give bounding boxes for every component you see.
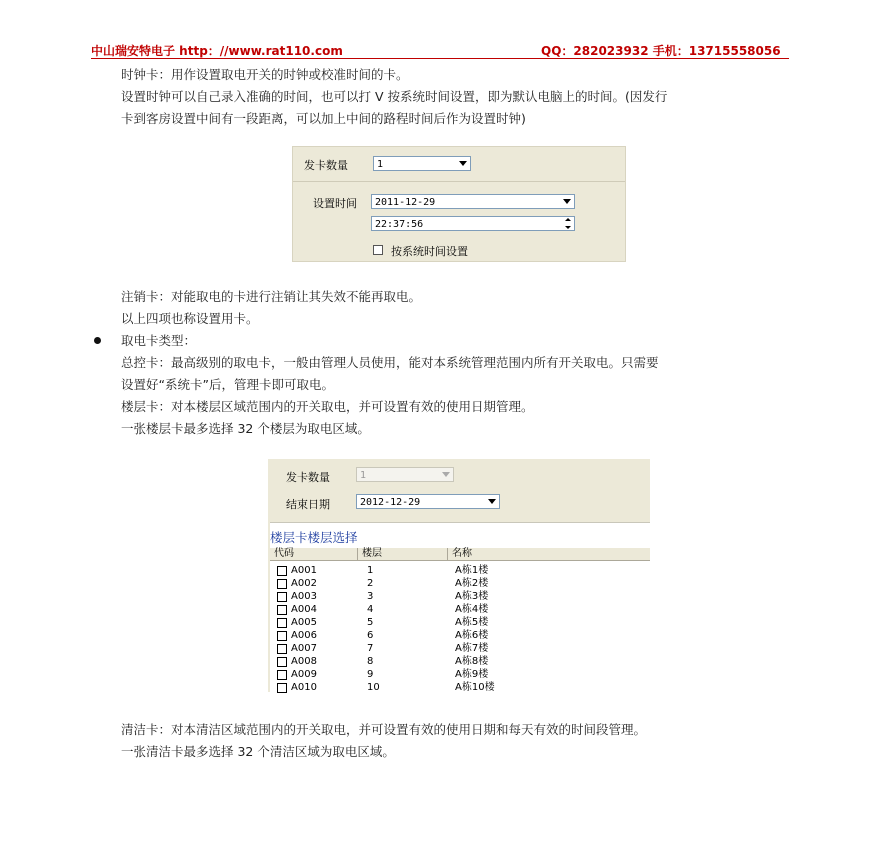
end-date-value: 2012-12-29	[360, 497, 421, 508]
row-floor: 2	[367, 578, 374, 589]
paragraph: 设置好“系统卡”后，管理卡即可取电。	[121, 377, 334, 392]
chevron-down-icon[interactable]	[439, 469, 452, 480]
table-row[interactable]	[270, 668, 650, 681]
paragraph: 一张楼层卡最多选择 32 个楼层为取电区域。	[121, 421, 370, 436]
time-spinner[interactable]	[371, 216, 575, 231]
row-name: A栋8楼	[455, 656, 489, 667]
row-code: A009	[291, 669, 317, 680]
row-floor: 1	[367, 565, 374, 576]
row-checkbox[interactable]	[277, 631, 287, 641]
row-code: A006	[291, 630, 317, 641]
floor-card-count-select[interactable]	[356, 467, 454, 482]
header-left-text: 中山瑞安特电子 http：//www.rat110.com	[91, 44, 343, 58]
chevron-down-icon[interactable]	[560, 196, 573, 207]
row-checkbox[interactable]	[277, 566, 287, 576]
column-header-floor[interactable]: 楼层	[358, 548, 448, 561]
row-checkbox[interactable]	[277, 579, 287, 589]
column-header-name[interactable]: 名称	[448, 548, 650, 561]
header-right-text: QQ：282023932 手机：13715558056	[541, 44, 781, 58]
row-floor: 3	[367, 591, 374, 602]
bullet-icon	[94, 337, 101, 344]
paragraph: 设置时钟可以自己录入准确的时间，也可以打 V 按系统时间设置，即为默认电脑上的时间。(因发行	[121, 89, 668, 104]
table-row[interactable]	[270, 590, 650, 603]
row-checkbox[interactable]	[277, 683, 287, 693]
row-name: A栋10楼	[455, 682, 495, 693]
row-name: A栋3楼	[455, 591, 489, 602]
row-floor: 8	[367, 656, 374, 667]
row-name: A栋5楼	[455, 617, 489, 628]
row-name: A栋7楼	[455, 643, 489, 654]
end-date-label: 结束日期	[286, 498, 330, 511]
row-code: A003	[291, 591, 317, 602]
row-floor: 6	[367, 630, 374, 641]
date-value: 2011-12-29	[375, 197, 436, 208]
paragraph: 清洁卡：对本清洁区域范围内的开关取电，并可设置有效的使用日期和每天有效的时间段管理。	[121, 722, 647, 737]
paragraph: 以上四项也称设置用卡。	[121, 311, 259, 326]
paragraph: 时钟卡：用作设置取电开关的时钟或校准时间的卡。	[121, 67, 409, 82]
date-picker[interactable]	[371, 194, 575, 209]
floor-list[interactable]	[270, 548, 650, 692]
row-name: A栋6楼	[455, 630, 489, 641]
table-row[interactable]	[270, 629, 650, 642]
table-row[interactable]	[270, 564, 650, 577]
row-code: A004	[291, 604, 317, 615]
card-count-value: 1	[377, 159, 384, 170]
row-checkbox[interactable]	[277, 644, 287, 654]
system-time-checkbox-label: 按系统时间设置	[391, 245, 468, 258]
row-checkbox[interactable]	[277, 657, 287, 667]
paragraph: 卡到客房设置中间有一段距离，可以加上中间的路程时间后作为设置时钟)	[121, 111, 526, 126]
floor-card-count-value: 1	[360, 470, 367, 481]
end-date-picker[interactable]	[356, 494, 500, 509]
row-floor: 5	[367, 617, 374, 628]
time-value: 22:37:56	[375, 219, 424, 230]
set-time-label: 设置时间	[313, 197, 357, 210]
clock-card-panel	[292, 146, 626, 262]
row-checkbox[interactable]	[277, 592, 287, 602]
table-row[interactable]	[270, 655, 650, 668]
paragraph: 注销卡：对能取电的卡进行注销让其失效不能再取电。	[121, 289, 422, 304]
row-floor: 10	[367, 682, 380, 693]
row-floor: 4	[367, 604, 374, 615]
table-row[interactable]	[270, 642, 650, 655]
row-code: A001	[291, 565, 317, 576]
column-header-code[interactable]: 代码	[270, 548, 358, 561]
card-count-label: 发卡数量	[304, 159, 348, 172]
system-time-checkbox[interactable]	[373, 245, 383, 255]
row-name: A栋1楼	[455, 565, 489, 576]
row-checkbox[interactable]	[277, 670, 287, 680]
row-checkbox[interactable]	[277, 605, 287, 615]
panel-divider	[293, 181, 625, 182]
paragraph: 总控卡：最高级别的取电卡，一般由管理人员使用，能对本系统管理范围内所有开关取电。只需要	[121, 355, 659, 370]
row-code: A010	[291, 682, 317, 693]
group-divider	[268, 522, 650, 523]
table-row[interactable]	[270, 616, 650, 629]
row-code: A008	[291, 656, 317, 667]
table-row[interactable]	[270, 603, 650, 616]
card-count-select[interactable]	[373, 156, 471, 171]
floor-card-count-label: 发卡数量	[286, 471, 330, 484]
table-row[interactable]	[270, 681, 650, 694]
row-checkbox[interactable]	[277, 618, 287, 628]
chevron-down-icon[interactable]	[456, 158, 469, 169]
row-name: A栋4楼	[455, 604, 489, 615]
floor-card-panel	[268, 459, 650, 522]
chevron-down-icon[interactable]	[485, 496, 498, 507]
floor-selection-title: 楼层卡楼层选择	[270, 530, 358, 545]
paragraph: 取电卡类型：	[121, 333, 197, 348]
row-name: A栋9楼	[455, 669, 489, 680]
paragraph: 一张清洁卡最多选择 32 个清洁区域为取电区域。	[121, 744, 395, 759]
row-name: A栋2楼	[455, 578, 489, 589]
row-code: A007	[291, 643, 317, 654]
table-row[interactable]	[270, 577, 650, 590]
paragraph: 楼层卡：对本楼层区域范围内的开关取电，并可设置有效的使用日期管理。	[121, 399, 534, 414]
row-code: A002	[291, 578, 317, 589]
row-floor: 9	[367, 669, 374, 680]
header-divider	[91, 58, 789, 59]
row-code: A005	[291, 617, 317, 628]
row-floor: 7	[367, 643, 374, 654]
spinner-arrows-icon[interactable]	[562, 218, 573, 229]
